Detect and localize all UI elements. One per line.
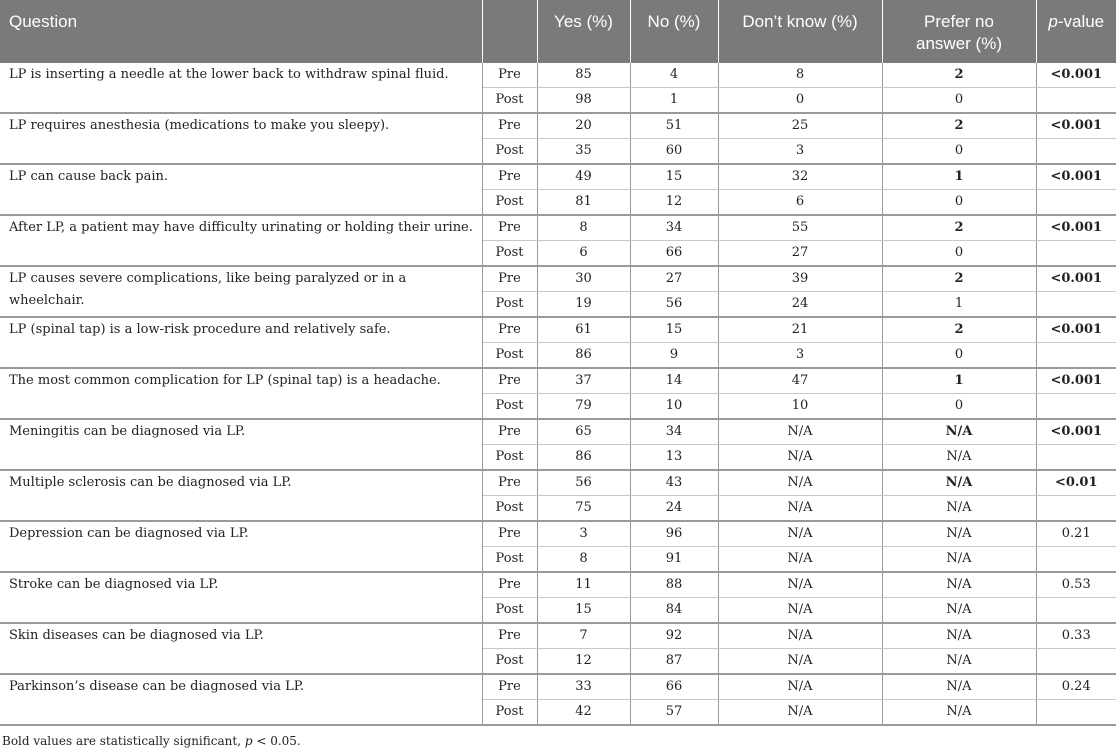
- no-cell: 51: [630, 113, 718, 139]
- phase-cell: Post: [482, 445, 537, 471]
- prefer-no-answer-cell: 0: [882, 88, 1036, 114]
- dont-know-cell: 21: [718, 317, 882, 343]
- table-row-pre: [0, 164, 1116, 190]
- yes-cell: 75: [537, 496, 630, 522]
- phase-cell: Post: [482, 139, 537, 165]
- p-value-cell: <0.001: [1036, 317, 1116, 343]
- p-value-cell: <0.01: [1036, 470, 1116, 496]
- question-cell: LP requires anesthesia (medications to make you sleepy).: [0, 113, 482, 164]
- no-cell: 91: [630, 547, 718, 573]
- no-cell: 15: [630, 164, 718, 190]
- prefer-no-answer-cell: 0: [882, 241, 1036, 267]
- p-value-cell: [1036, 700, 1116, 726]
- prefer-no-answer-cell: N/A: [882, 496, 1036, 522]
- prefer-no-answer-cell: 1: [882, 164, 1036, 190]
- prefer-no-answer-cell: N/A: [882, 572, 1036, 598]
- p-value-cell: <0.001: [1036, 164, 1116, 190]
- header-question: Question: [0, 0, 482, 63]
- no-cell: 24: [630, 496, 718, 522]
- question-cell: Skin diseases can be diagnosed via LP.: [0, 623, 482, 674]
- prefer-no-answer-cell: 2: [882, 317, 1036, 343]
- phase-cell: Post: [482, 496, 537, 522]
- header-dont-know: Don’t know (%): [718, 0, 882, 63]
- table-row-pre: [0, 317, 1116, 343]
- yes-cell: 37: [537, 368, 630, 394]
- yes-cell: 86: [537, 445, 630, 471]
- p-value-cell: [1036, 394, 1116, 420]
- no-cell: 15: [630, 317, 718, 343]
- question-cell: LP can cause back pain.: [0, 164, 482, 215]
- dont-know-cell: 0: [718, 88, 882, 114]
- prefer-no-answer-cell: 0: [882, 343, 1036, 369]
- dont-know-cell: 6: [718, 190, 882, 216]
- table-row-pre: [0, 674, 1116, 700]
- no-cell: 66: [630, 241, 718, 267]
- dont-know-cell: 3: [718, 343, 882, 369]
- table-header-row: [0, 0, 1116, 63]
- p-value-cell: <0.001: [1036, 113, 1116, 139]
- phase-cell: Post: [482, 700, 537, 726]
- p-value-cell: <0.001: [1036, 419, 1116, 445]
- prefer-no-answer-cell: 0: [882, 139, 1036, 165]
- no-cell: 4: [630, 63, 718, 88]
- table-row-pre: [0, 63, 1116, 88]
- yes-cell: 3: [537, 521, 630, 547]
- yes-cell: 85: [537, 63, 630, 88]
- p-value-cell: [1036, 292, 1116, 318]
- phase-cell: Post: [482, 598, 537, 624]
- phase-cell: Pre: [482, 674, 537, 700]
- phase-cell: Post: [482, 190, 537, 216]
- no-cell: 84: [630, 598, 718, 624]
- no-cell: 57: [630, 700, 718, 726]
- dont-know-cell: 27: [718, 241, 882, 267]
- phase-cell: Post: [482, 88, 537, 114]
- prefer-no-answer-cell: N/A: [882, 649, 1036, 675]
- prefer-no-answer-cell: N/A: [882, 547, 1036, 573]
- table-row-pre: [0, 419, 1116, 445]
- no-cell: 10: [630, 394, 718, 420]
- question-cell: LP is inserting a needle at the lower back to withdraw spinal fluid.: [0, 63, 482, 113]
- no-cell: 60: [630, 139, 718, 165]
- p-value-cell: 0.21: [1036, 521, 1116, 547]
- yes-cell: 11: [537, 572, 630, 598]
- yes-cell: 81: [537, 190, 630, 216]
- dont-know-cell: 3: [718, 139, 882, 165]
- p-value-cell: <0.001: [1036, 215, 1116, 241]
- phase-cell: Post: [482, 292, 537, 318]
- phase-cell: Pre: [482, 215, 537, 241]
- phase-cell: Pre: [482, 572, 537, 598]
- p-value-cell: 0.24: [1036, 674, 1116, 700]
- phase-cell: Pre: [482, 470, 537, 496]
- header-p-value: p-value: [1036, 0, 1116, 63]
- question-cell: Stroke can be diagnosed via LP.: [0, 572, 482, 623]
- no-cell: 14: [630, 368, 718, 394]
- table-row-pre: [0, 215, 1116, 241]
- phase-cell: Post: [482, 394, 537, 420]
- prefer-no-answer-cell: N/A: [882, 598, 1036, 624]
- yes-cell: 12: [537, 649, 630, 675]
- dont-know-cell: 39: [718, 266, 882, 292]
- prefer-no-answer-cell: 2: [882, 215, 1036, 241]
- yes-cell: 6: [537, 241, 630, 267]
- prefer-no-answer-cell: N/A: [882, 674, 1036, 700]
- yes-cell: 33: [537, 674, 630, 700]
- phase-cell: Post: [482, 343, 537, 369]
- dont-know-cell: N/A: [718, 649, 882, 675]
- yes-cell: 61: [537, 317, 630, 343]
- question-cell: Parkinson’s disease can be diagnosed via LP.: [0, 674, 482, 725]
- question-cell: After LP, a patient may have difficulty urinating or holding their urine.: [0, 215, 482, 266]
- yes-cell: 8: [537, 547, 630, 573]
- p-value-cell: [1036, 343, 1116, 369]
- dont-know-cell: N/A: [718, 445, 882, 471]
- prefer-no-answer-cell: 0: [882, 190, 1036, 216]
- table-row-pre: [0, 368, 1116, 394]
- p-value-cell: <0.001: [1036, 266, 1116, 292]
- dont-know-cell: N/A: [718, 598, 882, 624]
- yes-cell: 98: [537, 88, 630, 114]
- dont-know-cell: N/A: [718, 623, 882, 649]
- prefer-no-answer-cell: 1: [882, 368, 1036, 394]
- dont-know-cell: 8: [718, 63, 882, 88]
- phase-cell: Post: [482, 649, 537, 675]
- prefer-no-answer-cell: N/A: [882, 445, 1036, 471]
- phase-cell: Pre: [482, 266, 537, 292]
- table-row-pre: [0, 623, 1116, 649]
- dont-know-cell: N/A: [718, 470, 882, 496]
- p-value-cell: [1036, 241, 1116, 267]
- prefer-no-answer-cell: N/A: [882, 700, 1036, 726]
- dont-know-cell: 24: [718, 292, 882, 318]
- no-cell: 56: [630, 292, 718, 318]
- yes-cell: 15: [537, 598, 630, 624]
- no-cell: 43: [630, 470, 718, 496]
- p-value-cell: <0.001: [1036, 368, 1116, 394]
- dont-know-cell: N/A: [718, 547, 882, 573]
- no-cell: 34: [630, 215, 718, 241]
- phase-cell: Pre: [482, 113, 537, 139]
- prefer-no-answer-cell: 2: [882, 266, 1036, 292]
- question-cell: Meningitis can be diagnosed via LP.: [0, 419, 482, 470]
- phase-cell: Pre: [482, 164, 537, 190]
- no-cell: 34: [630, 419, 718, 445]
- phase-cell: Pre: [482, 419, 537, 445]
- p-value-cell: [1036, 547, 1116, 573]
- p-value-cell: [1036, 190, 1116, 216]
- no-cell: 27: [630, 266, 718, 292]
- dont-know-cell: 32: [718, 164, 882, 190]
- no-cell: 87: [630, 649, 718, 675]
- dont-know-cell: 10: [718, 394, 882, 420]
- question-cell: The most common complication for LP (spinal tap) is a headache.: [0, 368, 482, 419]
- no-cell: 92: [630, 623, 718, 649]
- yes-cell: 42: [537, 700, 630, 726]
- no-cell: 12: [630, 190, 718, 216]
- p-value-cell: 0.53: [1036, 572, 1116, 598]
- dont-know-cell: 25: [718, 113, 882, 139]
- phase-cell: Post: [482, 241, 537, 267]
- yes-cell: 30: [537, 266, 630, 292]
- prefer-no-answer-cell: 2: [882, 113, 1036, 139]
- table-row-pre: [0, 470, 1116, 496]
- p-value-cell: [1036, 649, 1116, 675]
- prefer-no-answer-cell: N/A: [882, 623, 1036, 649]
- yes-cell: 65: [537, 419, 630, 445]
- phase-cell: Pre: [482, 317, 537, 343]
- p-value-cell: [1036, 88, 1116, 114]
- dont-know-cell: N/A: [718, 419, 882, 445]
- table-row-pre: [0, 521, 1116, 547]
- yes-cell: 20: [537, 113, 630, 139]
- p-value-cell: <0.001: [1036, 63, 1116, 88]
- yes-cell: 49: [537, 164, 630, 190]
- yes-cell: 35: [537, 139, 630, 165]
- header-yes: Yes (%): [537, 0, 630, 63]
- dont-know-cell: N/A: [718, 674, 882, 700]
- prefer-no-answer-cell: 1: [882, 292, 1036, 318]
- yes-cell: 19: [537, 292, 630, 318]
- p-value-cell: [1036, 496, 1116, 522]
- dont-know-cell: N/A: [718, 496, 882, 522]
- yes-cell: 86: [537, 343, 630, 369]
- dont-know-cell: N/A: [718, 521, 882, 547]
- no-cell: 66: [630, 674, 718, 700]
- phase-cell: Pre: [482, 623, 537, 649]
- prefer-no-answer-cell: 2: [882, 63, 1036, 88]
- table-row-pre: [0, 266, 1116, 292]
- table-row-pre: [0, 113, 1116, 139]
- prefer-no-answer-cell: N/A: [882, 521, 1036, 547]
- no-cell: 1: [630, 88, 718, 114]
- no-cell: 9: [630, 343, 718, 369]
- phase-cell: Pre: [482, 63, 537, 88]
- p-value-cell: [1036, 598, 1116, 624]
- header-no: No (%): [630, 0, 718, 63]
- question-cell: LP causes severe complications, like being paralyzed or in a wheelchair.: [0, 266, 482, 317]
- p-value-cell: [1036, 445, 1116, 471]
- yes-cell: 79: [537, 394, 630, 420]
- phase-cell: Pre: [482, 368, 537, 394]
- no-cell: 96: [630, 521, 718, 547]
- question-cell: Depression can be diagnosed via LP.: [0, 521, 482, 572]
- prefer-no-answer-cell: N/A: [882, 419, 1036, 445]
- question-cell: Multiple sclerosis can be diagnosed via LP.: [0, 470, 482, 521]
- footnote: Bold values are statistically significant, p < 0.05.: [2, 734, 301, 748]
- dont-know-cell: 55: [718, 215, 882, 241]
- p-value-cell: 0.33: [1036, 623, 1116, 649]
- dont-know-cell: 47: [718, 368, 882, 394]
- table-row-pre: [0, 572, 1116, 598]
- yes-cell: 8: [537, 215, 630, 241]
- no-cell: 88: [630, 572, 718, 598]
- yes-cell: 7: [537, 623, 630, 649]
- prefer-no-answer-cell: 0: [882, 394, 1036, 420]
- table-body: [0, 63, 1116, 725]
- phase-cell: Post: [482, 547, 537, 573]
- question-cell: LP (spinal tap) is a low-risk procedure and relatively safe.: [0, 317, 482, 368]
- dont-know-cell: N/A: [718, 700, 882, 726]
- no-cell: 13: [630, 445, 718, 471]
- header-phase: [482, 0, 537, 63]
- dont-know-cell: N/A: [718, 572, 882, 598]
- phase-cell: Pre: [482, 521, 537, 547]
- header-prefer-no-answer: Prefer no answer (%): [882, 0, 1036, 63]
- p-value-cell: [1036, 139, 1116, 165]
- prefer-no-answer-cell: N/A: [882, 470, 1036, 496]
- yes-cell: 56: [537, 470, 630, 496]
